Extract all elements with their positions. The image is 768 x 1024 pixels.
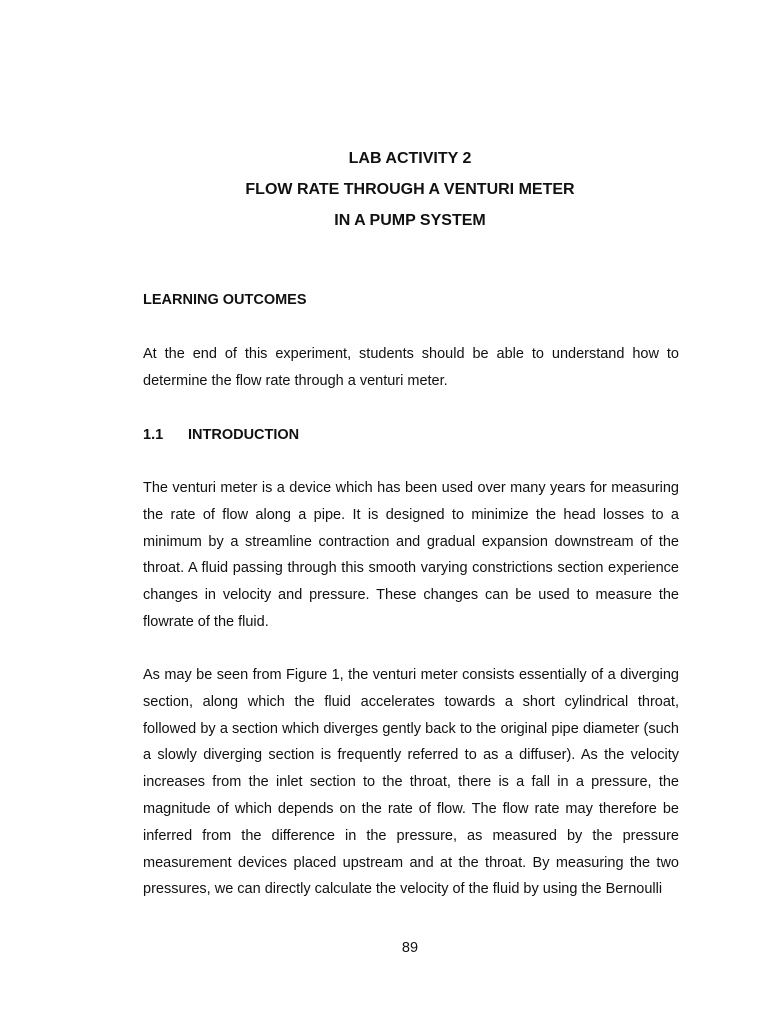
learning-outcomes-text: At the end of this experiment, students should be able to understand how to determine the flow rate through a venturi meter.: [143, 346, 679, 389]
title-line-1: LAB ACTIVITY 2: [348, 150, 472, 167]
document-title: [110, 143, 710, 236]
intro-paragraph-2: As may be seen from Figure 1, the venturi meter consists essentially of a diverging section, along which the fluid accelerates towards a short cylindrical throat, followed by a section which diverges gently back to the original pipe diameter (such a slowly diverging section is frequently referred to as a diffuser). As the velocity increases from the inlet section to the throat, there is a fall in a pressure, the magnitude of which depends on the rate of flow. The flow rate may therefore be inferred from the difference in the pressure, as measured by the pressure measurement devices placed upstream and at the throat. By measuring the two pressures, we can directly calculate the velocity of the fluid by using the Bernoulli: [143, 667, 679, 898]
page-number: 89: [401, 940, 419, 956]
title-line-3: IN A PUMP SYSTEM: [334, 212, 486, 229]
introduction-heading: [143, 427, 299, 443]
learning-outcomes-heading: LEARNING OUTCOMES: [143, 292, 307, 308]
section-title: INTRODUCTION: [188, 427, 300, 443]
title-line-2: FLOW RATE THROUGH A VENTURI METER: [245, 181, 575, 198]
section-number: 1.1: [143, 427, 164, 443]
intro-paragraph-1: The venturi meter is a device which has been used over many years for measuring the rate of flow along a pipe. It is designed to minimize the head losses to a minimum by a streamline contraction and gradual expansion downstream of the throat. A fluid passing through this smooth varying constrictions section experience changes in velocity and pressure. These changes can be used to measure the flowrate of the fluid.: [143, 480, 679, 630]
